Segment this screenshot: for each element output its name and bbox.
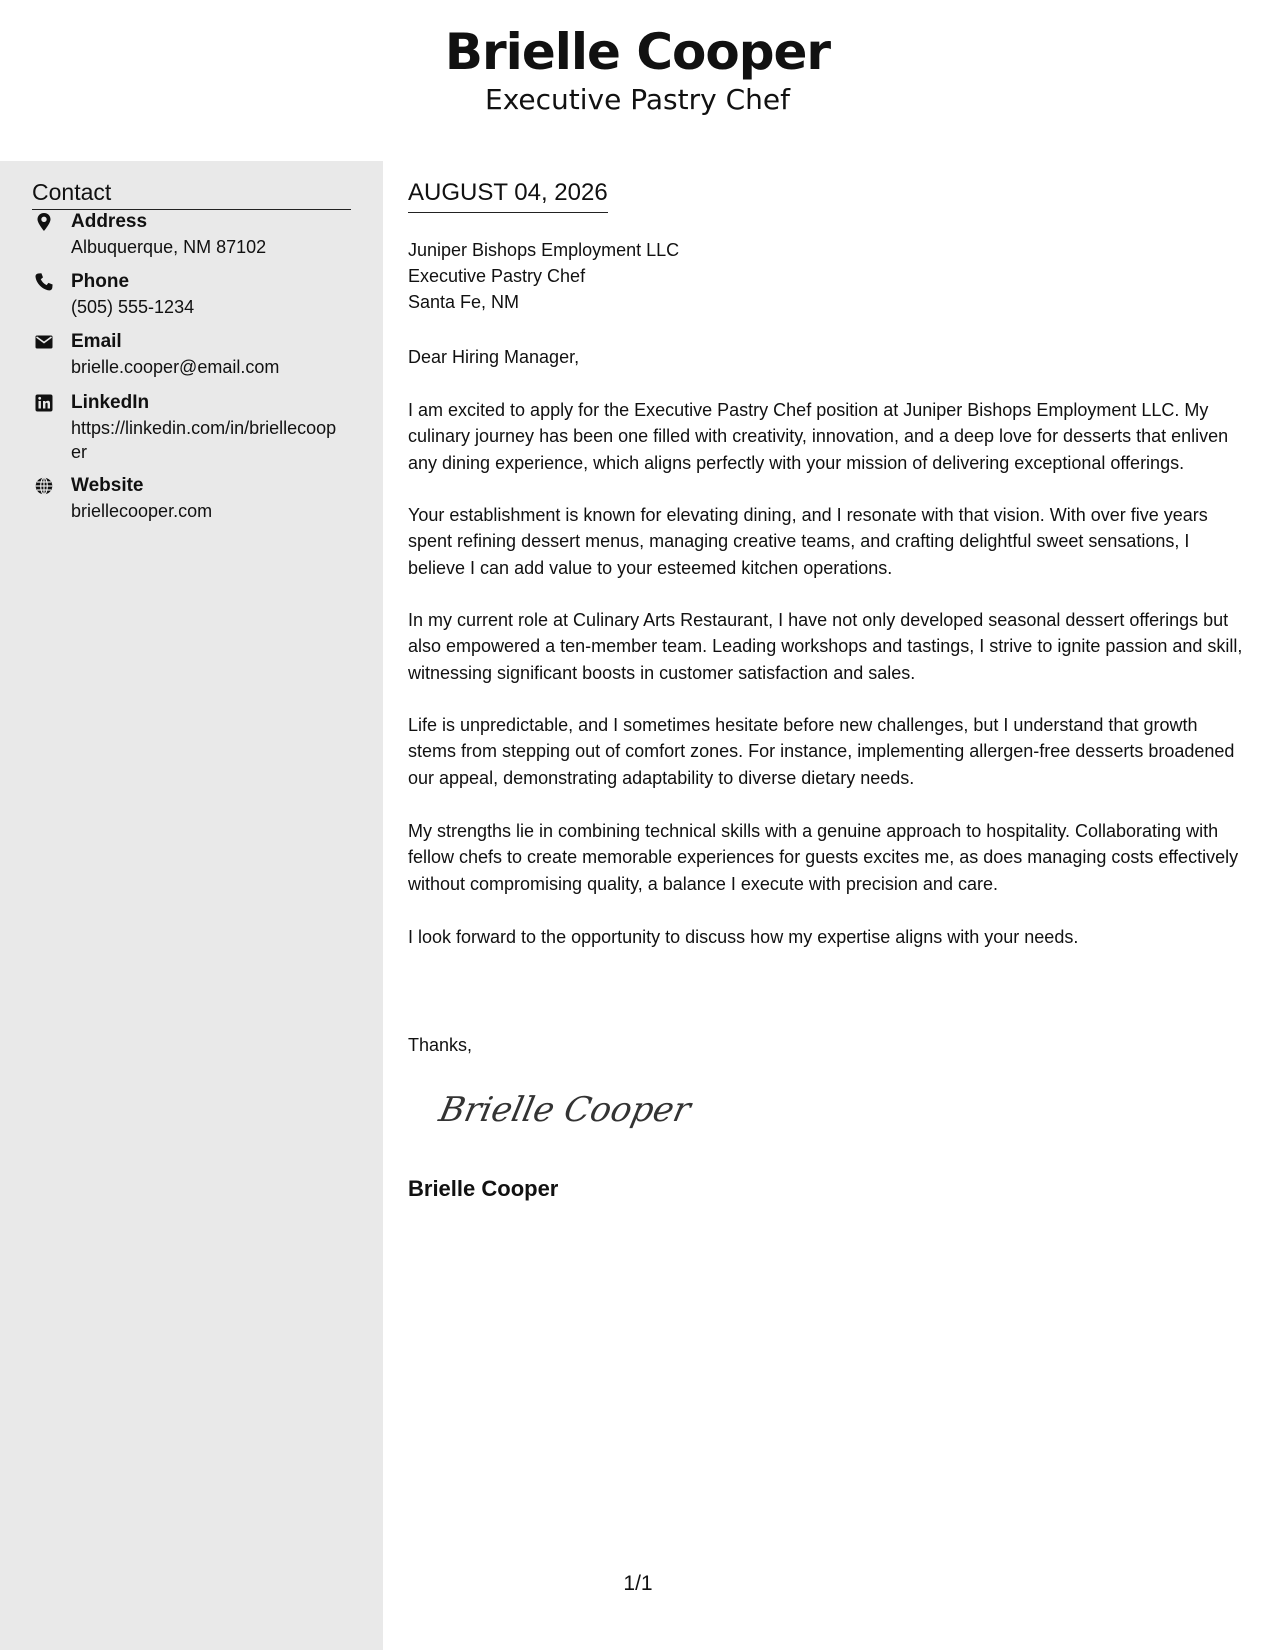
recipient-position: Executive Pastry Chef: [408, 266, 586, 286]
contact-value: briellecooper.com: [71, 501, 213, 521]
salutation: Dear Hiring Manager,: [408, 347, 580, 367]
signature-text: Brielle Cooper: [435, 1090, 694, 1130]
contact-heading: Contact: [32, 177, 351, 210]
applicant-name: Brielle Cooper: [444, 23, 831, 81]
contact-label: Email: [71, 331, 122, 352]
location-pin-icon: [34, 212, 54, 232]
globe-icon: [34, 476, 54, 496]
phone-icon: [34, 272, 54, 292]
letter-header: [0, 0, 1275, 161]
letter-paragraph: In my current role at Culinary Arts Restaurant, I have not only developed seasonal dessert offerings but also empowered a ten-member team. Leading workshops and tastings, I strive to ignite passion and skill, witnessing significant boosts in customer satisfaction and sales.: [408, 610, 1243, 683]
contact-label: LinkedIn: [71, 392, 150, 413]
contact-value: brielle.cooper@email.com: [71, 357, 280, 377]
contact-label: Website: [71, 475, 144, 496]
contact-value: Albuquerque, NM 87102: [71, 237, 267, 257]
contact-sidebar: [0, 161, 383, 1650]
contact-label: Address: [71, 211, 148, 232]
closing: Thanks,: [408, 1035, 473, 1055]
linkedin-icon: [34, 393, 54, 413]
page-number: 1/1: [623, 1572, 653, 1595]
letter-paragraph: I am excited to apply for the Executive Pastry Chef position at Juniper Bishops Employment LLC. My culinary journey has been one filled with creativity, innovation, and a deep love for desserts that enliven any dining experience, which aligns perfectly with your mission of delivering exceptional offerings.: [408, 400, 1229, 473]
recipient-block: [408, 237, 679, 315]
signer-name: Brielle Cooper: [408, 1176, 559, 1201]
letter-paragraph: My strengths lie in combining technical skills with a genuine approach to hospitality. Collaborating with fellow chefs to create memorable experiences for guests excites me, as does managing costs effectively without compromising quality, a balance I execute with precision and care.: [408, 821, 1239, 894]
applicant-title: Executive Pastry Chef: [485, 83, 790, 116]
letter-paragraph: Your establishment is known for elevating dining, and I resonate with that vision. With over five years spent refining dessert menus, managing creative teams, and crafting delightful sweet sensations, I believe I can add value to your esteemed kitchen operations.: [408, 505, 1208, 578]
letter-date: AUGUST 04, 2026: [408, 178, 608, 213]
envelope-icon: [34, 332, 54, 352]
letter-paragraph: I look forward to the opportunity to discuss how my expertise aligns with your needs.: [408, 927, 1079, 947]
contact-value: (505) 555-1234: [71, 297, 195, 317]
contact-value: https://linkedin.com/in/briellecooper: [71, 418, 337, 462]
contact-label: Phone: [71, 271, 130, 292]
letter-paragraph: Life is unpredictable, and I sometimes hesitate before new challenges, but I understand that growth stems from stepping out of comfort zones. For instance, implementing allergen-free desserts broadened our appeal, demonstrating adaptability to diverse dietary needs.: [408, 715, 1235, 788]
signature-image: [434, 1081, 694, 1141]
recipient-location: Santa Fe, NM: [408, 292, 520, 312]
recipient-company: Juniper Bishops Employment LLC: [408, 240, 680, 260]
